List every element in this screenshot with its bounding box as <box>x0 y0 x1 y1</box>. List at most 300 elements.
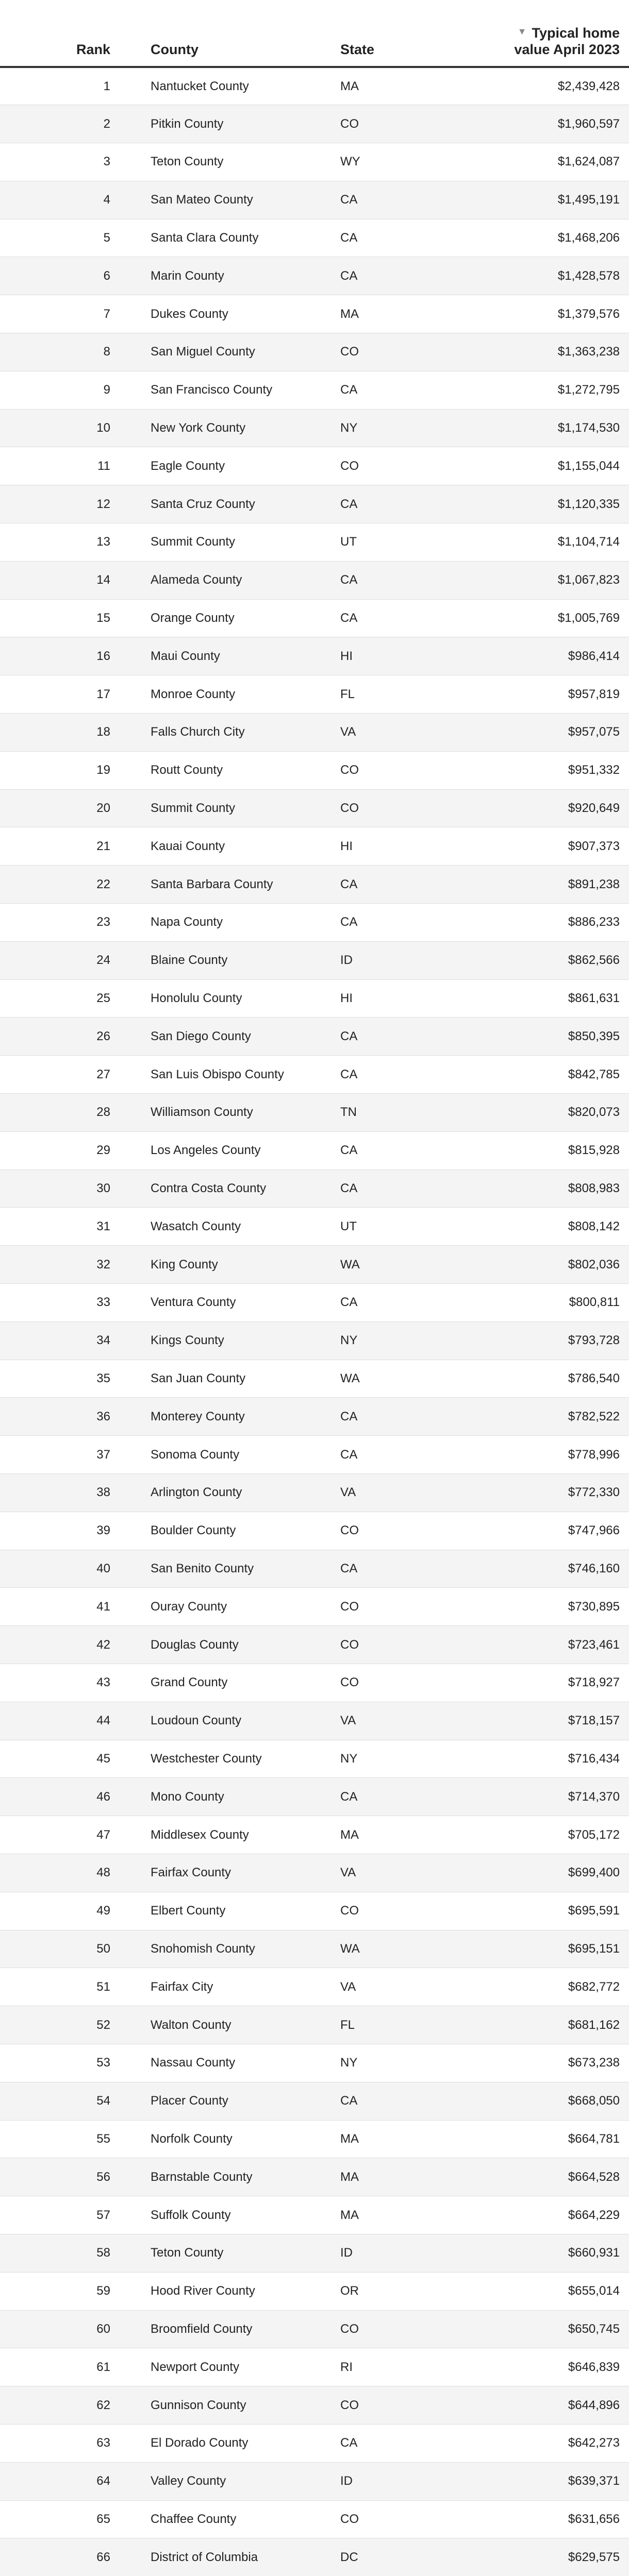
county-cell: Blaine County <box>124 941 340 979</box>
county-cell: Nantucket County <box>124 67 340 105</box>
county-cell: Loudoun County <box>124 1702 340 1740</box>
county-cell: Norfolk County <box>124 2120 340 2158</box>
county-cell: Ventura County <box>124 1284 340 1322</box>
home-value-cell: $891,238 <box>490 866 629 904</box>
state-cell: MA <box>340 1816 490 1854</box>
table-row <box>0 1246 629 1284</box>
county-cell: El Dorado County <box>124 2424 340 2462</box>
table-row <box>0 1816 629 1854</box>
county-cell: Mono County <box>124 1778 340 1816</box>
county-cell: Gunnison County <box>124 2386 340 2425</box>
county-cell: Snohomish County <box>124 1930 340 1968</box>
rank-cell: 13 <box>0 523 124 562</box>
table-row <box>0 1930 629 1968</box>
state-cell: CA <box>340 599 490 637</box>
state-cell: CA <box>340 2424 490 2462</box>
table-row <box>0 904 629 942</box>
county-cell: San Diego County <box>124 1018 340 1056</box>
county-cell: Eagle County <box>124 447 340 485</box>
table-row <box>0 523 629 562</box>
table-row <box>0 2462 629 2500</box>
home-value-cell: $714,370 <box>490 1778 629 1816</box>
county-cell: District of Columbia <box>124 2538 340 2576</box>
table-row <box>0 1664 629 1702</box>
home-value-cell: $800,811 <box>490 1284 629 1322</box>
table-row <box>0 1778 629 1816</box>
table-row <box>0 2310 629 2348</box>
table-row <box>0 409 629 447</box>
table-row <box>0 2196 629 2234</box>
rank-cell: 17 <box>0 675 124 714</box>
county-cell: Walton County <box>124 2006 340 2044</box>
table-row <box>0 1398 629 1436</box>
state-cell: CA <box>340 371 490 409</box>
table-body <box>0 67 629 2576</box>
table-row <box>0 2500 629 2538</box>
state-cell: DC <box>340 2538 490 2576</box>
home-value-cell: $682,772 <box>490 1968 629 2006</box>
table-row <box>0 181 629 219</box>
state-cell: CO <box>340 333 490 371</box>
state-cell: HI <box>340 827 490 866</box>
home-value-cell: $1,379,576 <box>490 295 629 333</box>
state-cell: CA <box>340 1284 490 1322</box>
header-typical-home-value[interactable] <box>490 0 629 67</box>
table-row <box>0 2538 629 2576</box>
home-value-cell: $746,160 <box>490 1550 629 1588</box>
table-header <box>0 0 629 67</box>
rank-cell: 38 <box>0 1473 124 1512</box>
county-cell: Marin County <box>124 257 340 295</box>
rank-cell: 37 <box>0 1436 124 1474</box>
home-value-cell: $1,495,191 <box>490 181 629 219</box>
state-cell: CA <box>340 2082 490 2120</box>
county-cell: Contra Costa County <box>124 1170 340 1208</box>
county-cell: Teton County <box>124 143 340 181</box>
home-value-cell: $723,461 <box>490 1626 629 1664</box>
rank-cell: 50 <box>0 1930 124 1968</box>
header-county[interactable]: County <box>124 0 340 67</box>
county-cell: Orange County <box>124 599 340 637</box>
state-cell: HI <box>340 637 490 675</box>
county-cell: Routt County <box>124 751 340 789</box>
table-row <box>0 1131 629 1170</box>
home-value-cell: $815,928 <box>490 1131 629 1170</box>
table-row <box>0 447 629 485</box>
state-cell: MA <box>340 295 490 333</box>
state-cell: CA <box>340 1550 490 1588</box>
rank-cell: 2 <box>0 105 124 143</box>
table-row <box>0 1702 629 1740</box>
rank-cell: 23 <box>0 904 124 942</box>
table-row <box>0 675 629 714</box>
state-cell: NY <box>340 1740 490 1778</box>
table-row <box>0 751 629 789</box>
table-row <box>0 979 629 1018</box>
county-cell: Sonoma County <box>124 1436 340 1474</box>
state-cell: ID <box>340 941 490 979</box>
state-cell: CO <box>340 789 490 827</box>
rank-cell: 49 <box>0 1892 124 1930</box>
rank-cell: 9 <box>0 371 124 409</box>
county-cell: Hood River County <box>124 2272 340 2310</box>
home-value-cell: $907,373 <box>490 827 629 866</box>
header-value-line1: Typical home <box>532 25 620 41</box>
home-value-cell: $808,142 <box>490 1208 629 1246</box>
table-row <box>0 295 629 333</box>
table-row <box>0 941 629 979</box>
county-cell: Summit County <box>124 789 340 827</box>
home-value-cell: $1,067,823 <box>490 561 629 599</box>
state-cell: UT <box>340 1208 490 1246</box>
table-row <box>0 1550 629 1588</box>
table-row <box>0 1208 629 1246</box>
rank-cell: 58 <box>0 2234 124 2272</box>
home-value-cell: $660,931 <box>490 2234 629 2272</box>
home-value-cell: $664,229 <box>490 2196 629 2234</box>
state-cell: VA <box>340 1473 490 1512</box>
home-value-cell: $747,966 <box>490 1512 629 1550</box>
rank-cell: 18 <box>0 714 124 752</box>
state-cell: CO <box>340 447 490 485</box>
table-row <box>0 827 629 866</box>
state-cell: ID <box>340 2462 490 2500</box>
state-cell: MA <box>340 2158 490 2196</box>
rank-cell: 29 <box>0 1131 124 1170</box>
state-cell: OR <box>340 2272 490 2310</box>
rank-cell: 22 <box>0 866 124 904</box>
table-row <box>0 2044 629 2082</box>
county-cell: Westchester County <box>124 1740 340 1778</box>
rank-cell: 33 <box>0 1284 124 1322</box>
home-value-cell: $629,575 <box>490 2538 629 2576</box>
county-cell: San Benito County <box>124 1550 340 1588</box>
rank-cell: 48 <box>0 1854 124 1892</box>
home-value-cell: $1,624,087 <box>490 143 629 181</box>
state-cell: MA <box>340 2196 490 2234</box>
rank-cell: 5 <box>0 219 124 257</box>
table-row <box>0 1626 629 1664</box>
table-row <box>0 2424 629 2462</box>
rank-cell: 35 <box>0 1360 124 1398</box>
county-cell: New York County <box>124 409 340 447</box>
county-cell: Ouray County <box>124 1588 340 1626</box>
county-cell: Dukes County <box>124 295 340 333</box>
rank-cell: 40 <box>0 1550 124 1588</box>
rank-cell: 14 <box>0 561 124 599</box>
table-row <box>0 2348 629 2386</box>
home-value-cell: $842,785 <box>490 1056 629 1094</box>
state-cell: CA <box>340 219 490 257</box>
rank-cell: 51 <box>0 1968 124 2006</box>
state-cell: CA <box>340 1056 490 1094</box>
table-row <box>0 1968 629 2006</box>
state-cell: WA <box>340 1930 490 1968</box>
home-value-cell: $1,272,795 <box>490 371 629 409</box>
state-cell: ID <box>340 2234 490 2272</box>
rank-cell: 34 <box>0 1321 124 1360</box>
home-value-cell: $639,371 <box>490 2462 629 2500</box>
rank-cell: 7 <box>0 295 124 333</box>
county-cell: Honolulu County <box>124 979 340 1018</box>
county-cell: Santa Cruz County <box>124 485 340 523</box>
table-row <box>0 561 629 599</box>
rank-cell: 31 <box>0 1208 124 1246</box>
county-cell: Williamson County <box>124 1094 340 1132</box>
rank-cell: 10 <box>0 409 124 447</box>
table-row <box>0 599 629 637</box>
state-cell: RI <box>340 2348 490 2386</box>
table-row <box>0 1094 629 1132</box>
table-row <box>0 1740 629 1778</box>
home-value-cell: $644,896 <box>490 2386 629 2425</box>
home-value-cell: $1,104,714 <box>490 523 629 562</box>
table-row <box>0 371 629 409</box>
home-value-cell: $695,151 <box>490 1930 629 1968</box>
home-value-cell: $793,728 <box>490 1321 629 1360</box>
rank-cell: 42 <box>0 1626 124 1664</box>
state-cell: WA <box>340 1360 490 1398</box>
rank-cell: 39 <box>0 1512 124 1550</box>
county-cell: Monroe County <box>124 675 340 714</box>
home-value-cell: $886,233 <box>490 904 629 942</box>
home-value-cell: $786,540 <box>490 1360 629 1398</box>
county-cell: Alameda County <box>124 561 340 599</box>
state-cell: UT <box>340 523 490 562</box>
table-row <box>0 2234 629 2272</box>
table-row <box>0 1892 629 1930</box>
home-value-cell: $646,839 <box>490 2348 629 2386</box>
county-cell: Newport County <box>124 2348 340 2386</box>
table-row <box>0 1512 629 1550</box>
home-value-cell: $699,400 <box>490 1854 629 1892</box>
table-row <box>0 485 629 523</box>
rank-cell: 62 <box>0 2386 124 2425</box>
rank-cell: 4 <box>0 181 124 219</box>
home-value-cell: $650,745 <box>490 2310 629 2348</box>
rank-cell: 3 <box>0 143 124 181</box>
state-cell: CO <box>340 1512 490 1550</box>
home-value-cell: $986,414 <box>490 637 629 675</box>
state-cell: FL <box>340 675 490 714</box>
state-cell: NY <box>340 409 490 447</box>
state-cell: CO <box>340 1588 490 1626</box>
rank-cell: 15 <box>0 599 124 637</box>
home-value-cell: $850,395 <box>490 1018 629 1056</box>
rank-cell: 27 <box>0 1056 124 1094</box>
home-value-cell: $673,238 <box>490 2044 629 2082</box>
rank-cell: 36 <box>0 1398 124 1436</box>
home-value-cell: $705,172 <box>490 1816 629 1854</box>
home-value-cell: $668,050 <box>490 2082 629 2120</box>
table-row <box>0 1170 629 1208</box>
table-row <box>0 1854 629 1892</box>
state-cell: CA <box>340 181 490 219</box>
state-cell: CA <box>340 1398 490 1436</box>
rank-cell: 60 <box>0 2310 124 2348</box>
table-row <box>0 2006 629 2044</box>
county-cell: Douglas County <box>124 1626 340 1664</box>
rank-cell: 20 <box>0 789 124 827</box>
state-cell: VA <box>340 1854 490 1892</box>
rank-cell: 52 <box>0 2006 124 2044</box>
rank-cell: 59 <box>0 2272 124 2310</box>
home-value-cell: $716,434 <box>490 1740 629 1778</box>
home-value-cell: $631,656 <box>490 2500 629 2538</box>
county-cell: San Miguel County <box>124 333 340 371</box>
rank-cell: 45 <box>0 1740 124 1778</box>
state-cell: NY <box>340 2044 490 2082</box>
state-cell: CO <box>340 1892 490 1930</box>
table-row <box>0 67 629 105</box>
home-value-cell: $1,363,238 <box>490 333 629 371</box>
table-row <box>0 143 629 181</box>
home-value-cell: $957,819 <box>490 675 629 714</box>
table-row <box>0 1360 629 1398</box>
state-cell: CO <box>340 1626 490 1664</box>
table-row <box>0 2158 629 2196</box>
county-cell: Fairfax County <box>124 1854 340 1892</box>
rank-cell: 64 <box>0 2462 124 2500</box>
state-cell: MA <box>340 67 490 105</box>
home-value-cell: $664,781 <box>490 2120 629 2158</box>
home-value-cell: $1,468,206 <box>490 219 629 257</box>
county-cell: Los Angeles County <box>124 1131 340 1170</box>
home-value-cell: $1,155,044 <box>490 447 629 485</box>
home-value-cell: $1,005,769 <box>490 599 629 637</box>
rank-cell: 65 <box>0 2500 124 2538</box>
table-row <box>0 333 629 371</box>
state-cell: FL <box>340 2006 490 2044</box>
rank-cell: 47 <box>0 1816 124 1854</box>
state-cell: CA <box>340 904 490 942</box>
state-cell: HI <box>340 979 490 1018</box>
home-value-cell: $1,120,335 <box>490 485 629 523</box>
rank-cell: 11 <box>0 447 124 485</box>
state-cell: CA <box>340 485 490 523</box>
county-cell: San Francisco County <box>124 371 340 409</box>
state-cell: CO <box>340 2310 490 2348</box>
county-cell: Boulder County <box>124 1512 340 1550</box>
rank-cell: 30 <box>0 1170 124 1208</box>
table-row <box>0 1588 629 1626</box>
home-value-cell: $695,591 <box>490 1892 629 1930</box>
rank-cell: 24 <box>0 941 124 979</box>
home-value-cell: $730,895 <box>490 1588 629 1626</box>
state-cell: CA <box>340 1131 490 1170</box>
state-cell: CA <box>340 257 490 295</box>
table-row <box>0 1321 629 1360</box>
county-cell: Napa County <box>124 904 340 942</box>
home-value-cell: $951,332 <box>490 751 629 789</box>
table-row <box>0 789 629 827</box>
home-value-cell: $1,174,530 <box>490 409 629 447</box>
table-row <box>0 2082 629 2120</box>
rank-cell: 61 <box>0 2348 124 2386</box>
county-cell: Santa Barbara County <box>124 866 340 904</box>
state-cell: CO <box>340 105 490 143</box>
table-row <box>0 257 629 295</box>
county-cell: Arlington County <box>124 1473 340 1512</box>
county-cell: Maui County <box>124 637 340 675</box>
county-cell: Chaffee County <box>124 2500 340 2538</box>
table-row <box>0 2120 629 2158</box>
state-cell: WA <box>340 1246 490 1284</box>
home-value-cell: $920,649 <box>490 789 629 827</box>
rank-cell: 19 <box>0 751 124 789</box>
county-cell: Falls Church City <box>124 714 340 752</box>
header-row <box>0 0 629 67</box>
rank-cell: 26 <box>0 1018 124 1056</box>
rank-cell: 46 <box>0 1778 124 1816</box>
county-cell: Monterey County <box>124 1398 340 1436</box>
table-row <box>0 2272 629 2310</box>
home-value-cell: $861,631 <box>490 979 629 1018</box>
state-cell: CA <box>340 1170 490 1208</box>
county-cell: Teton County <box>124 2234 340 2272</box>
table-row <box>0 714 629 752</box>
home-value-cell: $1,960,597 <box>490 105 629 143</box>
county-cell: Summit County <box>124 523 340 562</box>
rank-cell: 32 <box>0 1246 124 1284</box>
rank-cell: 44 <box>0 1702 124 1740</box>
state-cell: CA <box>340 1778 490 1816</box>
table-row <box>0 1284 629 1322</box>
state-cell: VA <box>340 1702 490 1740</box>
state-cell: VA <box>340 1968 490 2006</box>
table-row <box>0 866 629 904</box>
county-cell: San Juan County <box>124 1360 340 1398</box>
home-value-cell: $782,522 <box>490 1398 629 1436</box>
home-value-cell: $718,927 <box>490 1664 629 1702</box>
home-value-cell: $2,439,428 <box>490 67 629 105</box>
state-cell: CA <box>340 1018 490 1056</box>
rank-cell: 54 <box>0 2082 124 2120</box>
county-cell: Middlesex County <box>124 1816 340 1854</box>
county-cell: Broomfield County <box>124 2310 340 2348</box>
state-cell: VA <box>340 714 490 752</box>
rank-cell: 28 <box>0 1094 124 1132</box>
home-value-cell: $772,330 <box>490 1473 629 1512</box>
rank-cell: 6 <box>0 257 124 295</box>
header-state[interactable]: State <box>340 0 490 67</box>
sort-descending-icon: ▼ <box>517 26 527 37</box>
state-cell: MA <box>340 2120 490 2158</box>
header-rank[interactable]: Rank <box>0 0 124 67</box>
rank-cell: 55 <box>0 2120 124 2158</box>
table-row <box>0 105 629 143</box>
rank-cell: 25 <box>0 979 124 1018</box>
home-value-cell: $808,983 <box>490 1170 629 1208</box>
table-row <box>0 637 629 675</box>
state-cell: CA <box>340 561 490 599</box>
county-cell: San Mateo County <box>124 181 340 219</box>
state-cell: WY <box>340 143 490 181</box>
state-cell: NY <box>340 1321 490 1360</box>
state-cell: CA <box>340 866 490 904</box>
home-value-cell: $778,996 <box>490 1436 629 1474</box>
home-value-cell: $957,075 <box>490 714 629 752</box>
county-cell: Kings County <box>124 1321 340 1360</box>
rank-cell: 12 <box>0 485 124 523</box>
county-cell: Santa Clara County <box>124 219 340 257</box>
county-cell: Grand County <box>124 1664 340 1702</box>
county-cell: Pitkin County <box>124 105 340 143</box>
county-cell: Fairfax City <box>124 1968 340 2006</box>
county-cell: Elbert County <box>124 1892 340 1930</box>
header-value-line2: value April 2023 <box>514 42 620 57</box>
home-value-cell: $862,566 <box>490 941 629 979</box>
